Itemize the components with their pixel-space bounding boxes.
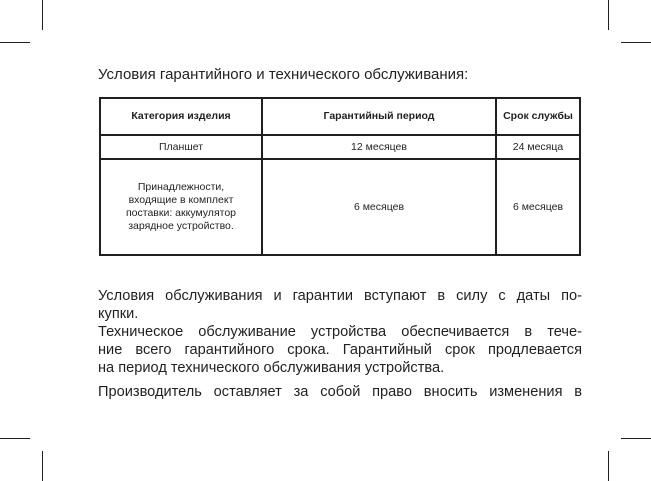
crop-mark (608, 0, 609, 30)
paragraph-line: Условия обслуживания и гарантии вступают в силу с даты по- (98, 288, 582, 304)
column-header: Гарантийный период (262, 98, 496, 135)
paragraph-line: ние всего гарантийного срока. Гарантийный срок продлевается (98, 342, 582, 358)
table-cell: Планшет (100, 135, 262, 159)
table-cell: 6 месяцев (496, 159, 580, 255)
crop-mark (621, 438, 651, 439)
table-cell: Принадлежности, входящие в комплект поставки: аккумулятор зарядное устройство. (100, 159, 262, 255)
section-title: Условия гарантийного и технического обслуживания: (98, 66, 469, 83)
paragraph-line: купки. (98, 306, 139, 322)
table-row (100, 135, 580, 159)
crop-mark (0, 42, 30, 43)
paragraph-line: Техническое обслуживание устройства обеспечивается в тече- (98, 324, 582, 340)
crop-mark (0, 438, 30, 439)
warranty-table (99, 97, 581, 256)
crop-mark (42, 451, 43, 481)
table-cell: 12 месяцев (262, 135, 496, 159)
column-header: Категория изделия (100, 98, 262, 135)
paragraph-line: Производитель оставляет за собой право вносить изменения в (98, 384, 582, 400)
table-cell: 24 месяца (496, 135, 580, 159)
column-header: Срок службы (496, 98, 580, 135)
table-cell: 6 месяцев (262, 159, 496, 255)
paragraph-line: на период технического обслуживания устройства. (98, 360, 445, 376)
crop-mark (42, 0, 43, 30)
crop-mark (621, 42, 651, 43)
table-row (100, 159, 580, 255)
table-header-row (100, 98, 580, 135)
crop-mark (608, 451, 609, 481)
